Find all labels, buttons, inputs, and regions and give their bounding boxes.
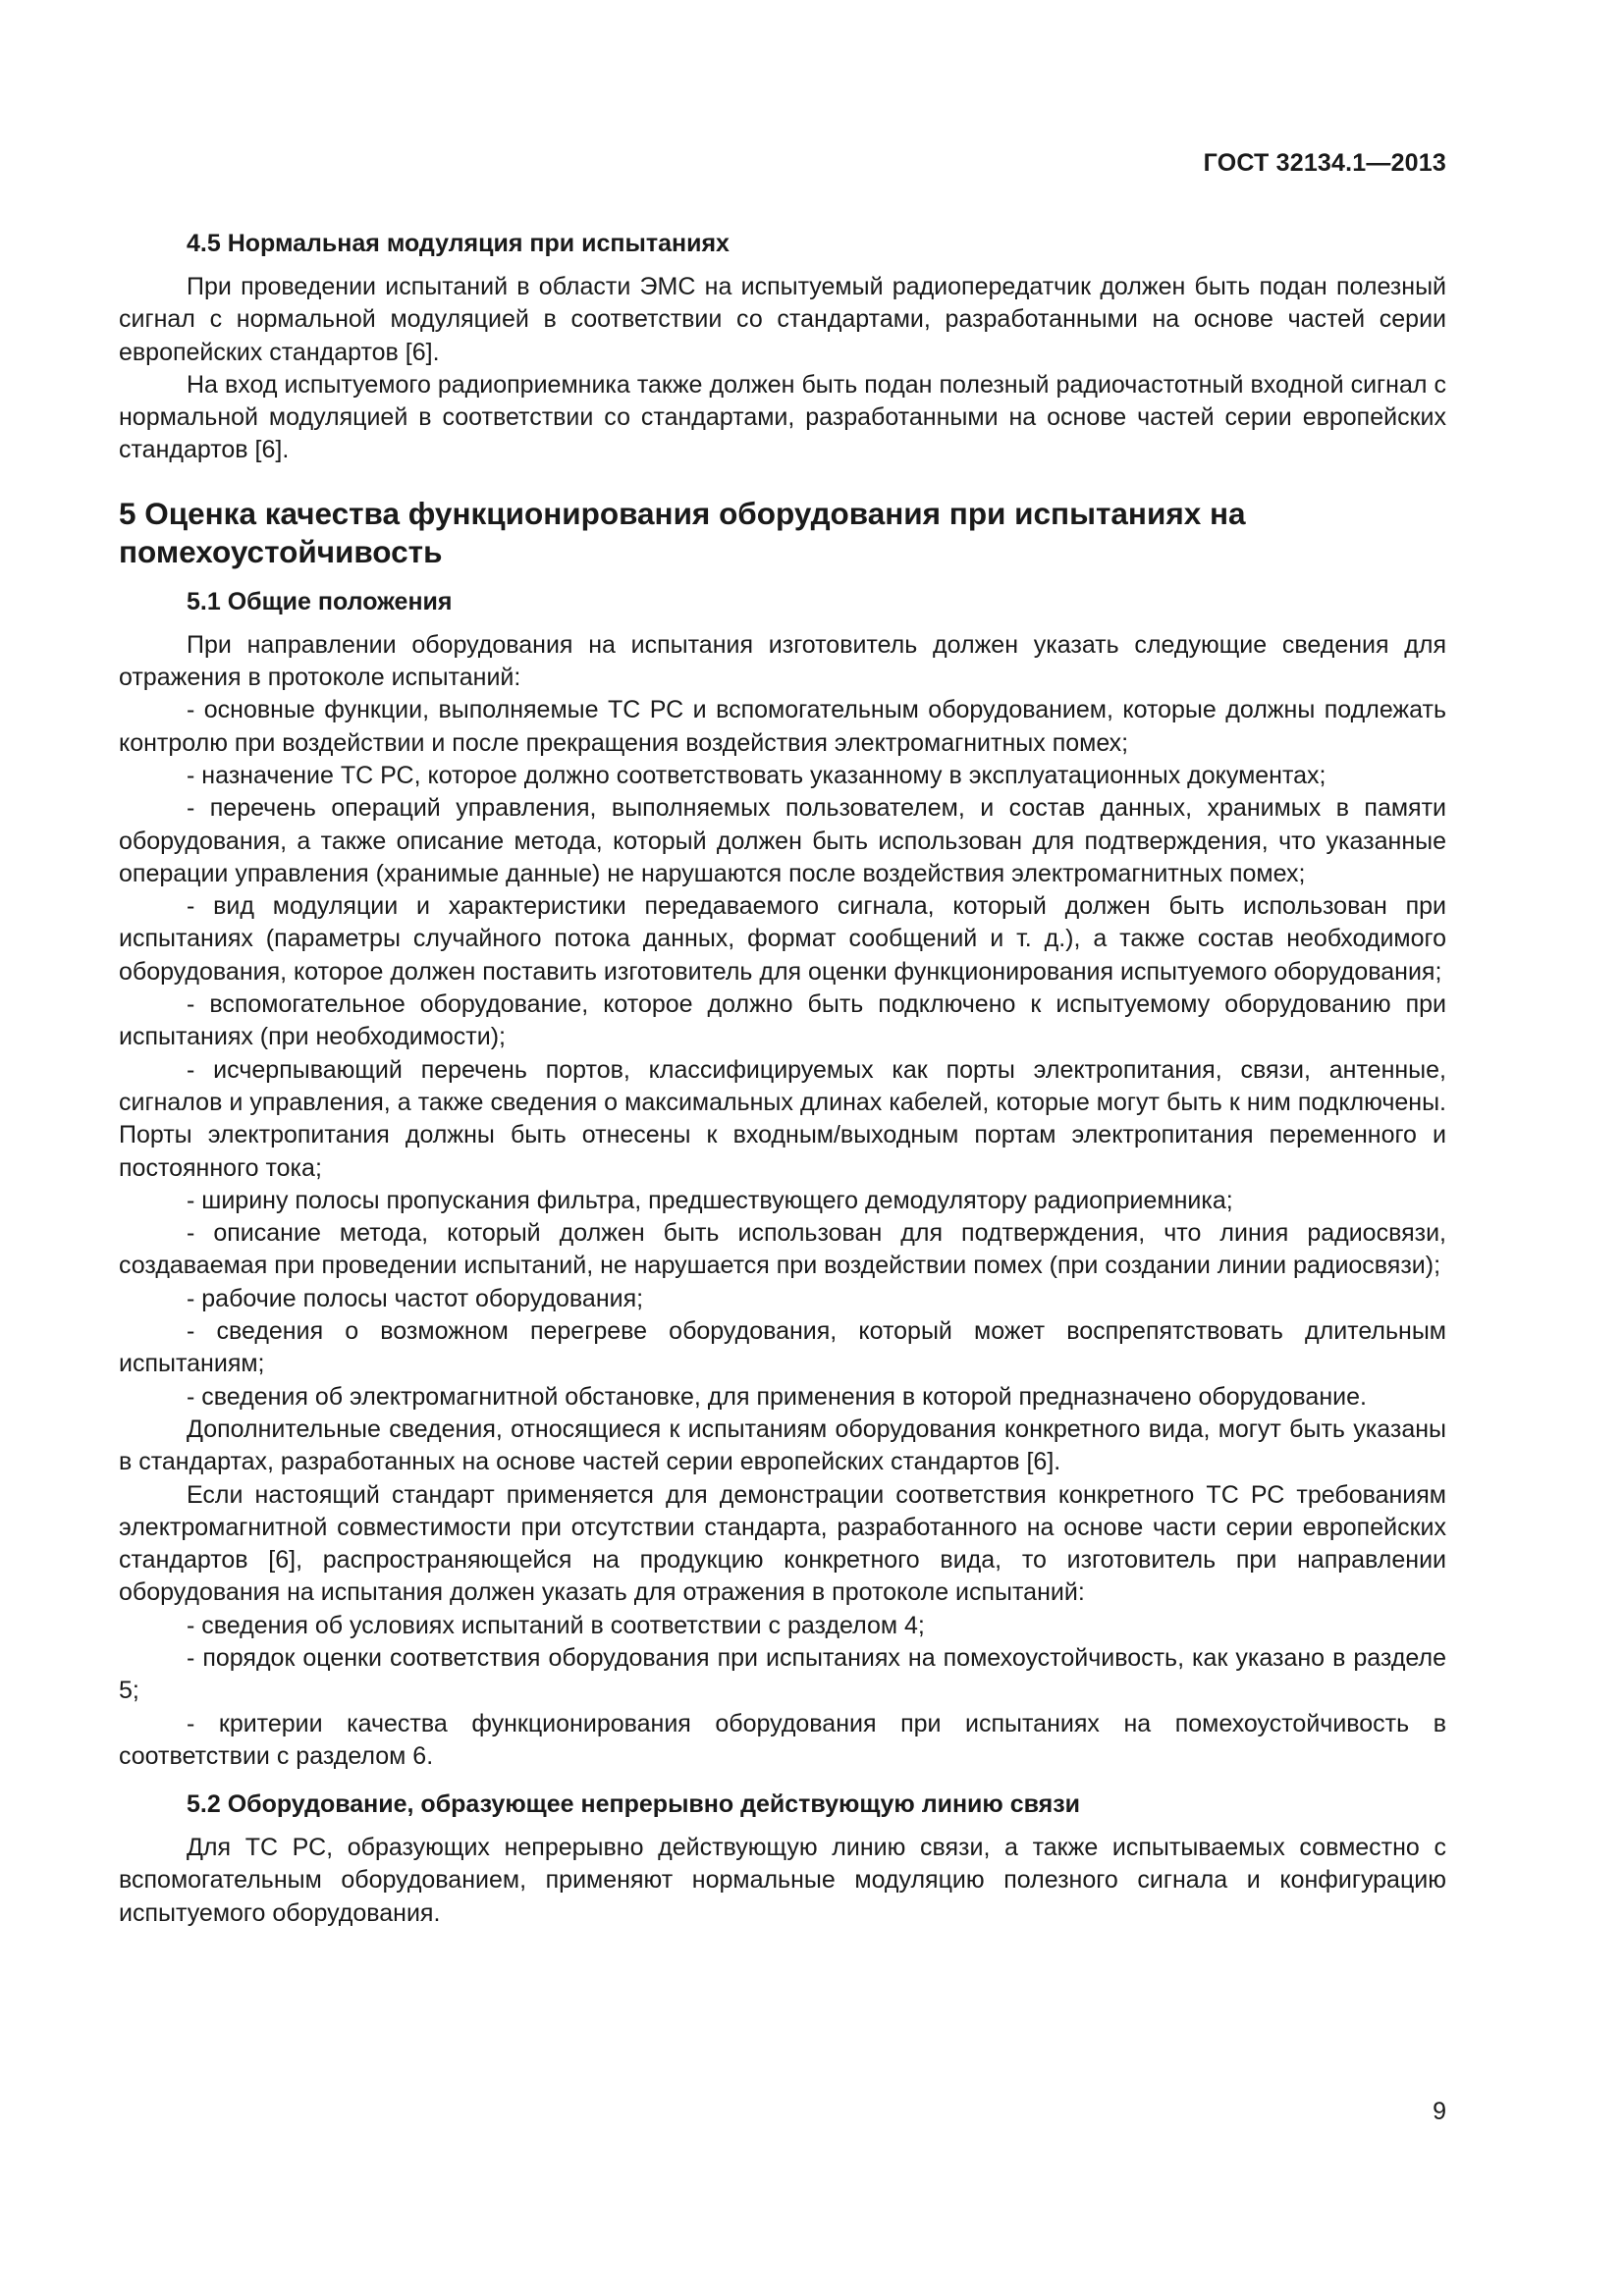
list-item: - критерии качества функционирования оборудования при испытаниях на помехоустойчивость в соответствии с разделом 6. bbox=[119, 1709, 1446, 1770]
list-item: - вспомогательное оборудование, которое должно быть подключено к испытуемому оборудованию при испытаниях (при необходимости); bbox=[119, 990, 1446, 1051]
list-item: - основные функции, выполняемые ТС РС и вспомогательным оборудованием, которые должны подлежать контролю при воздействии и после прекращения воздействия электромагнитных помех; bbox=[119, 696, 1446, 757]
list-item: - сведения об условиях испытаний в соответствии с разделом 4; bbox=[187, 1611, 925, 1639]
paragraph: При направлении оборудования на испытания изготовитель должен указать следующие сведения для отражения в протоколе испытаний: bbox=[119, 630, 1446, 692]
section-4-5-heading: 4.5 Нормальная модуляция при испытаниях bbox=[187, 230, 730, 257]
paragraph: На вход испытуемого радиоприемника также должен быть подан полезный радиочастотный входной сигнал с нормальной модуляцией в соответствии со стандартами, разработанными на основе частей серии европейских стандартов [6]. bbox=[119, 370, 1446, 464]
list-item: - исчерпывающий перечень портов, классифицируемых как порты электропитания, связи, антенные, сигналов и управления, а также сведения о максимальных длинах кабелей, которые могут быть к ним подключены. Порты электропитания должны быть отнесены к входным/выходным портам электропитания переменного и постоянного тока; bbox=[119, 1055, 1446, 1182]
list-item: - рабочие полосы частот оборудования; bbox=[187, 1284, 644, 1312]
page-number: 9 bbox=[1433, 2098, 1446, 2125]
paragraph: Дополнительные сведения, относящиеся к испытаниям оборудования конкретного вида, могут быть указаны в стандартах, разработанных на основе частей серии европейских стандартов [6]. bbox=[119, 1415, 1446, 1476]
section-5-heading: 5 Оценка качества функционирования оборудования при испытаниях на помехоустойчивость bbox=[119, 495, 1246, 569]
section-5-2-heading: 5.2 Оборудование, образующее непрерывно действующую линию связи bbox=[187, 1790, 1081, 1819]
list-item: - сведения о возможном перегреве оборудования, который может воспрепятствовать длительным испытаниям; bbox=[119, 1317, 1446, 1378]
paragraph: При проведении испытаний в области ЭМС на испытуемый радиопередатчик должен быть подан полезный сигнал с нормальной модуляцией в соответствии со стандартами, разработанными на основе частей серии европейских стандартов [6]. bbox=[119, 273, 1446, 366]
list-item: - описание метода, который должен быть использован для подтверждения, что линия радиосвязи, создаваемая при проведении испытаний, не нарушается при воздействии помех (при создании линии радиосвязи); bbox=[119, 1219, 1446, 1280]
document-page bbox=[119, 0, 1446, 2296]
list-item: - назначение ТС РС, которое должно соответствовать указанному в эксплуатационных документах; bbox=[187, 761, 1326, 789]
list-item: - вид модуляции и характеристики передаваемого сигнала, который должен быть использован при испытаниях (параметры случайного потока данных, формат сообщений и т. д.), а также состав необходимого оборудования, которое должен поставить изготовитель для оценки функционирования испытуемого оборудования; bbox=[119, 892, 1446, 986]
list-item: - ширину полосы пропускания фильтра, предшествующего демодулятору радиоприемника; bbox=[187, 1186, 1233, 1214]
paragraph: Если настоящий стандарт применяется для демонстрации соответствия конкретного ТС РС требованиям электромагнитной совместимости при отсутствии стандарта, разработанного на основе части серии европейских стандартов [6], распространяющейся на продукцию конкретного вида, то изготовитель при направлении оборудования на испытания должен указать для отражения в протоколе испытаний: bbox=[119, 1480, 1446, 1607]
list-item: - перечень операций управления, выполняемых пользователем, и состав данных, хранимых в памяти оборудования, а также описание метода, который должен быть использован для подтверждения, что указанные операции управления (хранимые данные) не нарушаются после воздействия электромагнитных помех; bbox=[119, 794, 1446, 887]
list-item: - порядок оценки соответствия оборудования при испытаниях на помехоустойчивость, как указано в разделе 5; bbox=[119, 1643, 1446, 1705]
document-body bbox=[119, 228, 1446, 1930]
list-item: - сведения об электромагнитной обстановке, для применения в которой предназначено оборудование. bbox=[187, 1382, 1367, 1411]
paragraph: Для ТС РС, образующих непрерывно действующую линию связи, а также испытываемых совместно с вспомогательным оборудованием, применяют нормальные модуляцию полезного сигнала и конфигурацию испытуемого оборудования. bbox=[119, 1834, 1446, 1927]
section-5-1-heading: 5.1 Общие положения bbox=[187, 587, 453, 615]
document-header-id: ГОСТ 32134.1—2013 bbox=[1203, 149, 1446, 177]
